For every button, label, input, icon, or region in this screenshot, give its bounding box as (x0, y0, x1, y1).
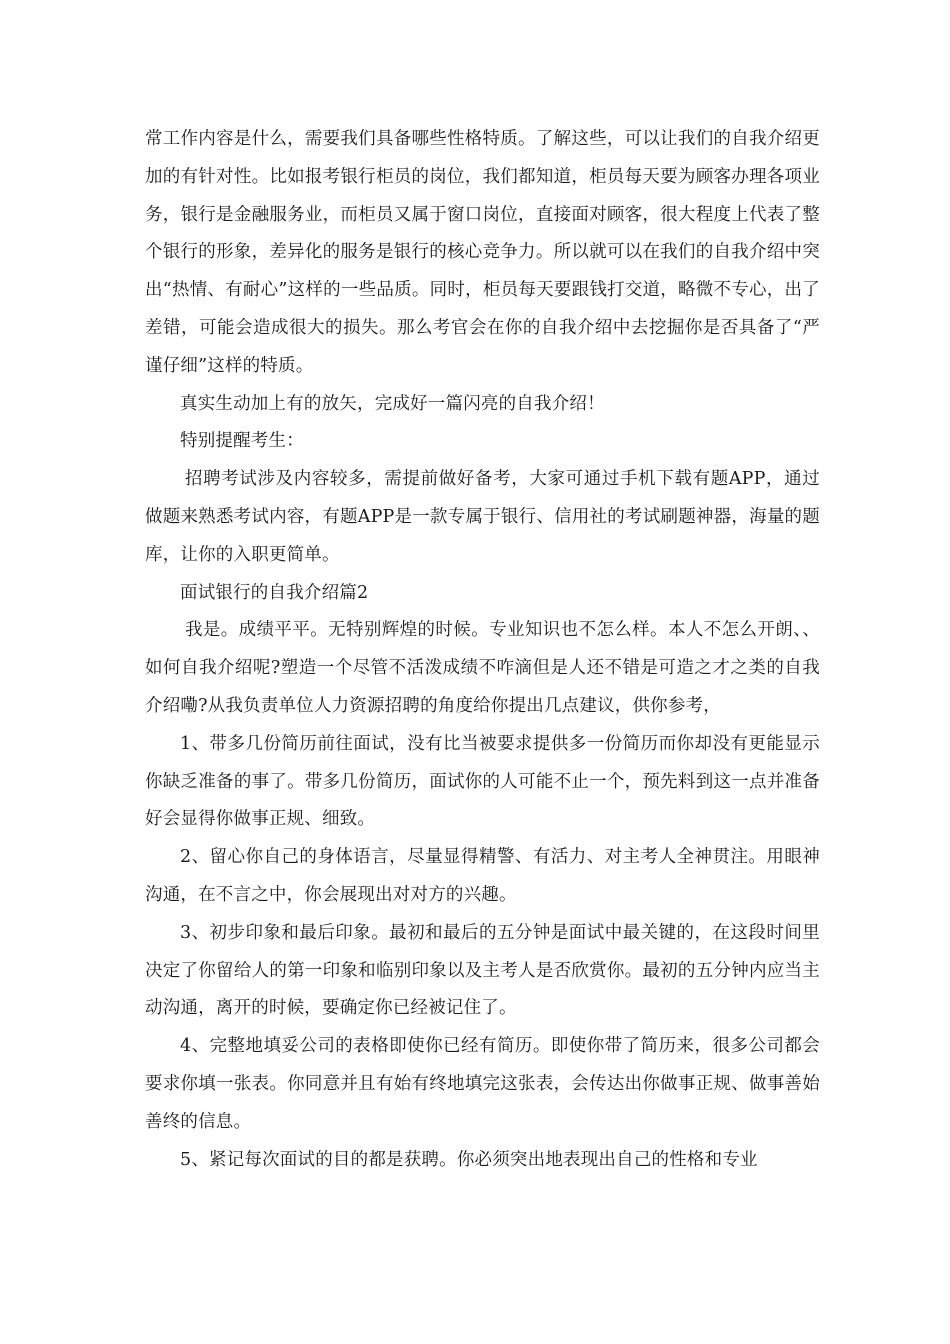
list-item-3: 3、初步印象和最后印象。最初和最后的五分钟是面试中最关键的，在这段时间里决定了你留给人的第一印象和临别印象以及主考人是否欣赏你。最初的五分钟内应当主动沟通，离开的时候，要确定你已经被记住了。 (145, 922, 820, 1019)
paragraph-self-description: 我是。成绩平平。无特别辉煌的时候。专业知识也不怎么样。本人不怎么开朗、、如何自我介绍呢?塑造一个尽管不活泼成绩不咋滴但是人还不错是可造之才之类的自我介绍嘞?从我负责单位人力资源招聘的角度给你提出几点建议，供你参考， (145, 620, 820, 716)
section-title: 面试银行的自我介绍篇2 (180, 582, 369, 603)
paragraph-bank-teller-intro: 常工作内容是什么，需要我们具备哪些性格特质。了解这些，可以让我们的自我介绍更加的有针对性。比如报考银行柜员的岗位，我们都知道，柜员每天要为顾客办理各项业务，银行是金融服务业，而柜员又属于窗口岗位，直接面对顾客，很大程度上代表了整个银行的形象，差异化的服务是银行的核心竞争力。所以就可以在我们的自我介绍中突出“热情、有耐心”这样的一些品质。同时，柜员每天要跟钱打交道，略微不专心，出了差错，可能会造成很大的损失。那么考官会在你的自我介绍中去挖掘你是否具备了“严谨仔细”这样的特质。 (145, 129, 820, 376)
paragraph-app-promo: 招聘考试涉及内容较多，需提前做好备考，大家可通过手机下载有题APP，通过做题来熟悉考试内容，有题APP是一款专属于银行、信用社的考试刷题神器，海量的题库，让你的入职更简单。 (145, 469, 820, 565)
document-page (145, 121, 820, 1179)
list-item-4: 4、完整地填妥公司的表格即使你已经有简历。即使你带了简历来，很多公司都会要求你填一张表。你同意并且有始有终地填完这张表，会传达出你做事正规、做事善始善终的信息。 (145, 1036, 820, 1132)
paragraph-vivid-summary: 真实生动加上有的放矢，完成好一篇闪亮的自我介绍！ (180, 393, 605, 414)
list-item-2: 2、留心你自己的身体语言，尽量显得精警、有活力、对主考人全神贯注。用眼神沟通，在不言之中，你会展现出对对方的兴趣。 (145, 847, 820, 905)
paragraph-reminder-heading: 特别提醒考生： (180, 431, 304, 452)
list-item-1: 1、带多几份简历前往面试，没有比当被要求提供多一份简历而你却没有更能显示你缺乏准备的事了。带多几份简历，面试你的人可能不止一个，预先料到这一点并准备好会显得你做事正规、细致。 (145, 733, 820, 830)
list-item-5: 5、紧记每次面试的目的都是获聘。你必须突出地表现出自己的性格和专业 (180, 1149, 758, 1170)
